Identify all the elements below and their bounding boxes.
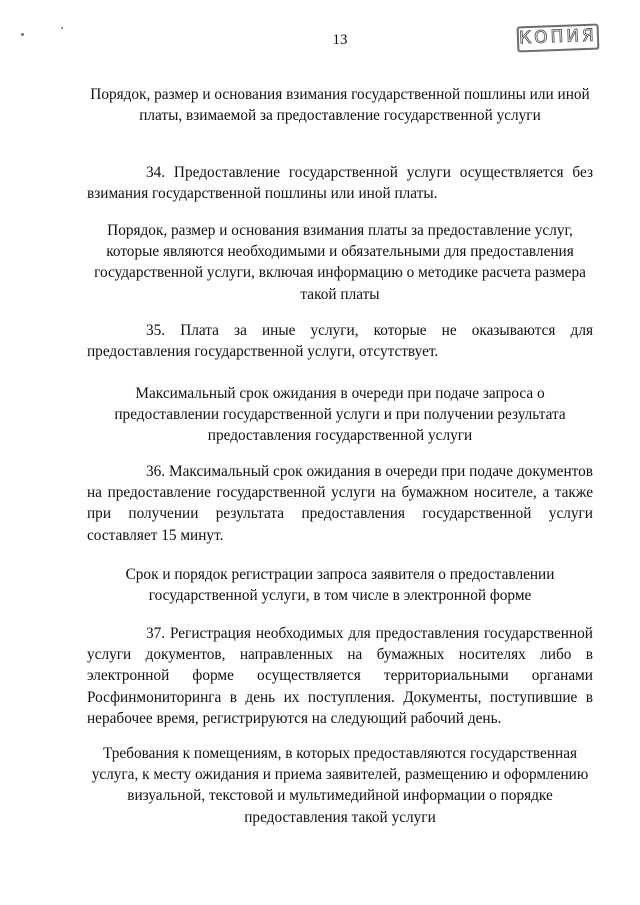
section-heading: Порядок, размер и основания взимания государственной пошлины или иной платы, взимаемой за предоставление государственной услуги	[90, 86, 590, 125]
copy-stamp: КОПИЯ	[517, 24, 600, 53]
paragraph-36: 36. Максимальный срок ожидания в очереди при подаче документов на предоставление государственной услуги на бумажном носителе, а также при получении результата предоставления государственной услуги составляет 15 минут.	[87, 463, 593, 544]
section-heading: Порядок, размер и основания взимания платы за предоставление услуг, которые являются необходимыми и обязательными для предоставления государственной услуги, включая информацию о методике расчета размера такой платы	[94, 222, 586, 303]
paragraph-35: 35. Плата за иные услуги, которые не оказываются для предоставления государственной услуги, отсутствует.	[87, 322, 593, 361]
paragraph-37: 37. Регистрация необходимых для предоставления государственной услуги документов, направленных на бумажных носителях либо в электронной форме осуществляется территориальными органами Росфинмониторинга в день их поступления. Документы, поступившие в нерабочее время, регистрируются на следующий рабочий день.	[87, 625, 593, 727]
section-heading: Срок и порядок регистрации запроса заявителя о предоставлении государственной услуги, в том числе в электронной форме	[125, 566, 555, 605]
scan-speck	[61, 27, 63, 29]
scan-speck	[21, 33, 24, 36]
page-number: 13	[332, 32, 348, 48]
section-heading: Требования к помещениям, в которых предоставляются государственная услуга, к месту ожидания и приема заявителей, размещению и оформлению визуальной, текстовой и мультимедийной информации о порядке предоставления такой услуги	[91, 745, 589, 826]
paragraph-34: 34. Предоставление государственной услуги осуществляется без взимания государственной пошлины или иной платы.	[87, 164, 593, 203]
section-heading: Максимальный срок ожидания в очереди при подаче запроса о предоставлении государственной услуги и при получении результата предоставления государственной услуги	[114, 385, 566, 445]
